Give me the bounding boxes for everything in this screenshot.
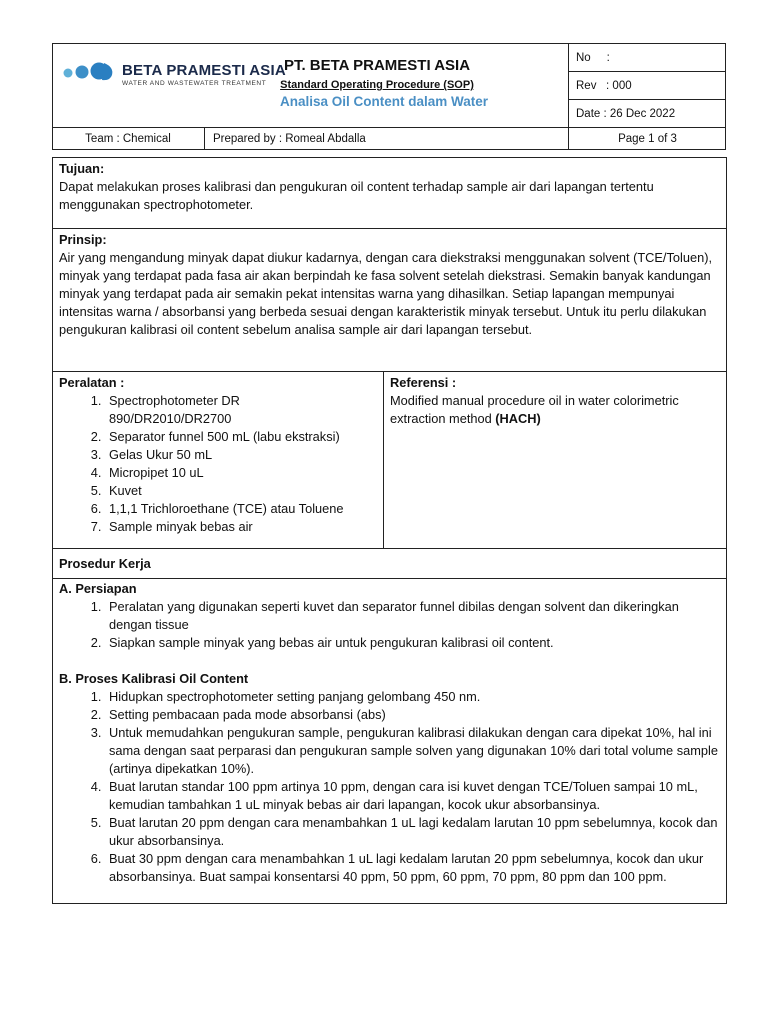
section-peralatan bbox=[52, 371, 384, 549]
referensi-source: (HACH) bbox=[495, 411, 541, 426]
list-item: 2. Siapkan sample minyak yang bebas air untuk pengukuran kalibrasi oil content. bbox=[105, 634, 720, 652]
company-name: PT. BETA PRAMESTI ASIA bbox=[283, 57, 471, 74]
list-item: 1. Peralatan yang digunakan seperti kuvet dan separator funnel dibilas dengan solvent dan dikeringkan dengan tissue bbox=[105, 598, 720, 634]
referensi-text: Modified manual procedure oil in water colorimetric extraction method bbox=[390, 393, 679, 426]
prosedur-title: Prosedur Kerja bbox=[59, 555, 151, 571]
list-item: 1. Spectrophotometer DR 890/DR2010/DR2700 bbox=[105, 392, 363, 428]
logo-tagline: WATER AND WASTEWATER TREATMENT bbox=[122, 80, 267, 87]
peralatan-list bbox=[59, 392, 377, 536]
list-item: 4. Micropipet 10 uL bbox=[105, 464, 363, 482]
prinsip-text: Air yang mengandung minyak dapat diukur kadarnya, dengan cara diekstraksi menggunakan solvent (TCE/Toluen), minyak yang terdapat pada fasa air akan berpindah ke fasa solvent setelah diekstrasi. Semakin banyak kandungan minyak yang terdapat pada air semakin pekat intensitas warna yang dihasilkan. Setiap lapangan mempunyai intensitas warna / absorbansi yang berbeda sesuai dengan karakteristik minyak tersebut. Untuk itu perlu dilakukan pengukuran kalibrasi oil content sebelum analisa sample air dari lapangan tersebut. bbox=[59, 250, 713, 337]
list-item: 2. Setting pembacaan pada mode absorbansi (abs) bbox=[105, 706, 720, 724]
list-item: 2. Separator funnel 500 mL (labu ekstraksi) bbox=[105, 428, 363, 446]
list-item: 6. 1,1,1 Trichloroethane (TCE) atau Toluene bbox=[105, 500, 363, 518]
doc-revision: Rev : 000 bbox=[576, 79, 632, 92]
list-item: 5. Buat larutan 20 ppm dengan cara menambahkan 1 uL lagi kedalam larutan 10 ppm sebelumnya, kocok dan ukur absorbansinya. bbox=[105, 814, 720, 850]
persiapan-list bbox=[59, 598, 720, 652]
referensi-title: Referensi : bbox=[390, 375, 457, 390]
prinsip-title: Prinsip: bbox=[59, 232, 107, 247]
section-referensi bbox=[383, 371, 727, 549]
prepared-by: Prepared by : Romeal Abdalla bbox=[213, 133, 366, 145]
page-indicator: Page 1 of 3 bbox=[618, 133, 677, 145]
list-item: 4. Buat larutan standar 100 ppm artinya 10 ppm, dengan cara isi kuvet dengan TCE/Toluen sampai 10 mL, kemudian tambahkan 1 uL minyak bebas air dari lapangan, kocok ukur absorbansinya. bbox=[105, 778, 720, 814]
team-label: Team : Chemical bbox=[85, 133, 171, 145]
list-item: 5. Kuvet bbox=[105, 482, 363, 500]
peralatan-title: Peralatan : bbox=[59, 375, 125, 390]
section-prinsip bbox=[52, 228, 727, 372]
section-prosedur-body bbox=[52, 578, 727, 904]
kalibrasi-list bbox=[59, 688, 720, 886]
tujuan-text: Dapat melakukan proses kalibrasi dan pengukuran oil content terhadap sample air dari lapangan tertentu menggunakan spectrophotometer. bbox=[59, 179, 654, 212]
section-tujuan bbox=[52, 157, 727, 229]
kalibrasi-title: B. Proses Kalibrasi Oil Content bbox=[59, 671, 249, 686]
list-item: 3. Untuk memudahkan pengukuran sample, pengukuran kalibrasi dilakukan dengan cara dipekat 10%, hal ini sama dengan saat perparasi dan pengukuran sample solven yang digunakan 10% dari total volume sample (artinya dipekatkan 10%). bbox=[105, 724, 720, 778]
logo-name: BETA PRAMESTI ASIA bbox=[122, 62, 286, 79]
section-prosedur-title bbox=[52, 548, 727, 579]
doc-date: Date : 26 Dec 2022 bbox=[576, 107, 676, 120]
list-item: 6. Buat 30 ppm dengan cara menambahkan 1 uL lagi kedalam larutan 20 ppm sebelumnya, kocok dan ukur absorbansinya. Buat sampai konsentarsi 40 ppm, 50 ppm, 60 ppm, 70 ppm, 80 ppm dan 100 ppm. bbox=[105, 850, 720, 886]
logo-drops-icon bbox=[62, 61, 120, 83]
sop-label: Standard Operating Procedure (SOP) bbox=[280, 79, 474, 91]
company-logo bbox=[62, 58, 286, 92]
persiapan-title: A. Persiapan bbox=[59, 581, 137, 596]
list-item: 7. Sample minyak bebas air bbox=[105, 518, 363, 536]
tujuan-title: Tujuan: bbox=[59, 161, 105, 176]
list-item: 1. Hidupkan spectrophotometer setting panjang gelombang 450 nm. bbox=[105, 688, 720, 706]
list-item: 3. Gelas Ukur 50 mL bbox=[105, 446, 363, 464]
doc-number: No : bbox=[576, 51, 610, 64]
document-title: Analisa Oil Content dalam Water bbox=[279, 94, 489, 109]
